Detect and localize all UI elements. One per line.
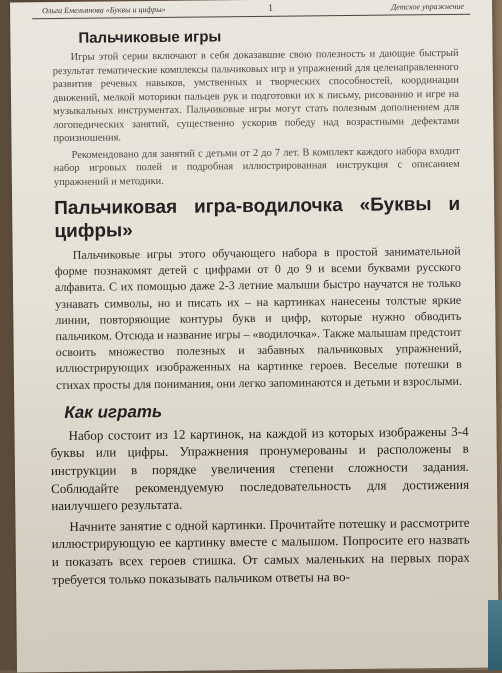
page-content [50, 26, 470, 588]
paragraph: Пальчиковые игры этого обучающего набора в простой занимательной форме познакомят детей с цифрами от 0 до 9 и всеми буквами русского алфавита. С их помощью даже 2-3 летние малыши быстро научатся не только узнавать символы, но и писать их – на картинках нанесены толстые яркие линии, повторяющие контуры букв и цифр, которые нужно обводить пальчиком. Отсюда и название игры – «водилочка». Также малышам предстоит освоить множество полезных и забавных пальчиковых упражнений, иллюстрирующих изображенных на картинке героев. Веселые потешки в стихах просты для понимания, они легко запоминаются и детьми и взрослыми. [54, 243, 462, 392]
box-corner [488, 600, 502, 670]
section-title: Пальчиковые игры [78, 28, 222, 47]
running-head-right: Детское упражнение [391, 1, 465, 12]
paragraph: Набор состоит из 12 картинок, на каждой из которых изображены 3-4 буквы или цифры. Упражнения пронумерованы и расположены в инструкции в порядке увеличения степени сложности задания. Соблюдайте рекомендуемую последовательность для достижения наилучшего результата. [50, 423, 470, 514]
section-game-description [54, 193, 462, 393]
document-page [10, 0, 499, 672]
section-title: Пальчиковая игра-водилочка «Буквы и цифры» [54, 193, 461, 243]
section-finger-games [52, 26, 460, 189]
running-head [32, 2, 470, 20]
section-how-to-play [50, 399, 470, 589]
section-title: Как играть [64, 401, 163, 422]
running-head-left: Ольга Емельянова «Буквы и цифры» [42, 4, 166, 16]
paragraph: Рекомендовано для занятий с детьми от 2 до 7 лет. В комплект каждого набора входит набор игровых полей и подробная иллюстрированная инструкция с описанием упражнений и методики. [53, 145, 460, 188]
paragraph: Начните занятие с одной картинки. Прочитайте потешку и рассмотрите иллюстрирующую ее картинку вместе с малышом. Попросите его назвать и показать всех героев стишка. От самых маленьких на первых порах требуется только показывать пальчиком ответы на во- [51, 514, 470, 587]
paragraph: Игры этой серии включают в себя доказавшие свою полезность и дающие быстрый результат тематические комплексы пальчиковых игр и упражнений для целенаправленного развития речевых навыков, умственных и творческих способностей, координации движений, мелкой моторики пальцев рук и подготовки их к письму, рисованию и игре на музыкальных инструментах. Пальчиковые игры могут стать полезным дополнением для логопедических занятий, существенно ускорив победу над возрастными дефектами произношения. [52, 47, 460, 145]
page-number: 1 [268, 2, 274, 14]
